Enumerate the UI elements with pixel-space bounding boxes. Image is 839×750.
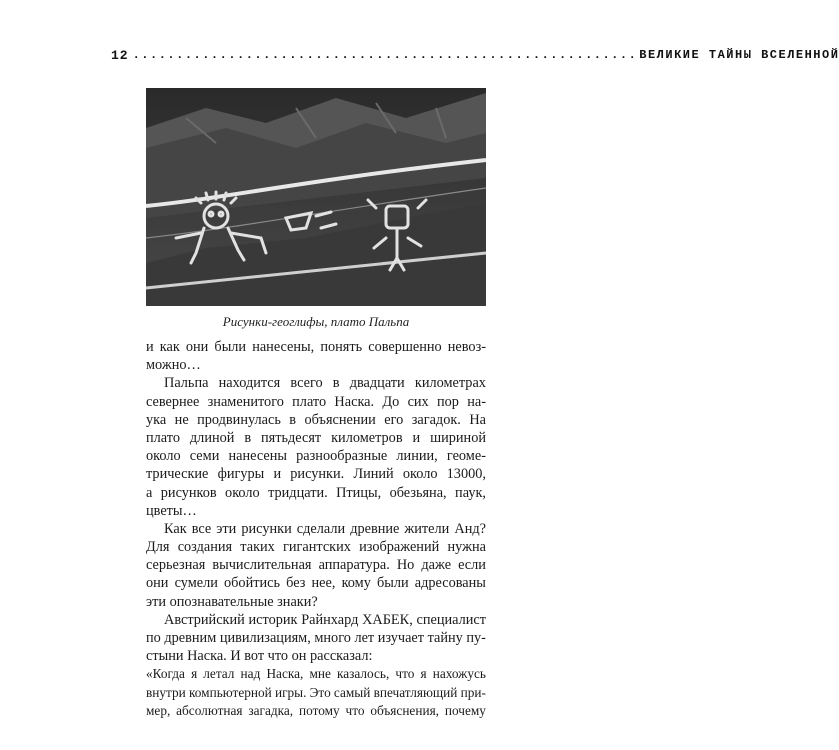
- text-line: [146, 429, 486, 447]
- word: длиной: [189, 429, 235, 446]
- word: 13000,: [446, 466, 486, 483]
- word: геоме-: [446, 448, 486, 465]
- text-line: стыни Наска. И вот что он рассказал:: [146, 648, 373, 665]
- word: адресованы: [414, 575, 486, 592]
- word: изображений: [359, 539, 440, 556]
- word: невоз-: [447, 339, 486, 355]
- word: находится: [218, 375, 281, 392]
- word: севернее: [146, 393, 200, 410]
- word: рисунков: [160, 484, 217, 501]
- word: Райнхард: [301, 611, 359, 628]
- word: без: [286, 575, 306, 592]
- word: нанесены: [228, 448, 287, 465]
- quote-line: [146, 684, 486, 702]
- word: рисунки: [241, 520, 292, 537]
- word: древние: [350, 520, 400, 537]
- word: обезьяна,: [389, 484, 447, 501]
- word: объяснении: [304, 411, 376, 428]
- word: семи: [189, 448, 220, 465]
- word: по: [146, 630, 161, 646]
- word: знаменитого: [207, 393, 284, 410]
- word: как: [159, 339, 180, 355]
- text-line: [146, 447, 486, 465]
- word: ука: [146, 411, 167, 428]
- word: мне: [309, 666, 331, 682]
- word: и: [412, 429, 421, 446]
- header-leader-dots: ..........................................................: [132, 48, 638, 62]
- word: при-: [460, 684, 486, 700]
- word: двадцати: [349, 375, 405, 392]
- running-title: ВЕЛИКИЕ ТАЙНЫ ВСЕЛЕННОЙ: [639, 48, 839, 62]
- word: Наска,: [266, 666, 304, 682]
- word: плато: [292, 393, 327, 410]
- word: Для: [146, 539, 170, 556]
- word: Как: [164, 520, 187, 537]
- word: на-: [467, 393, 486, 410]
- word: если: [458, 557, 486, 574]
- text-line: [146, 393, 486, 411]
- quote-line: [146, 665, 486, 683]
- word: они: [146, 575, 169, 592]
- word: тридцати.: [268, 484, 328, 501]
- word: вычислительная: [212, 557, 312, 574]
- text-line: [146, 465, 486, 483]
- word: рисунки.: [290, 466, 345, 483]
- word: Линий: [353, 466, 394, 483]
- running-header: [111, 46, 839, 64]
- word: около: [225, 484, 260, 501]
- word: лет: [354, 630, 375, 646]
- word: в: [332, 375, 340, 392]
- word: были: [376, 575, 409, 592]
- word: не: [174, 411, 189, 428]
- word: аппаратура.: [318, 557, 390, 574]
- page-number: 12: [111, 47, 129, 63]
- word: загадок.: [411, 411, 461, 428]
- word: что: [345, 702, 365, 718]
- word: паук,: [455, 484, 486, 501]
- word: продвинулась: [197, 411, 281, 428]
- word: изучает: [377, 630, 425, 646]
- text-line: [146, 411, 486, 429]
- word: серьезная: [146, 557, 206, 574]
- word: в: [244, 429, 252, 446]
- word: а: [146, 484, 153, 501]
- word: самый: [333, 684, 371, 700]
- word: обойтись: [224, 575, 280, 592]
- word: жители: [404, 520, 450, 537]
- word: были: [214, 339, 247, 355]
- word: и: [273, 466, 282, 483]
- word: сумели: [174, 575, 218, 592]
- text-line-content: [164, 611, 486, 629]
- word: игры.: [274, 684, 307, 700]
- word: километрах: [414, 375, 486, 392]
- word: мер,: [146, 702, 171, 718]
- word: «Когда: [146, 666, 185, 682]
- word: Пальпа: [164, 375, 209, 392]
- word: в: [289, 411, 297, 428]
- word: я: [420, 666, 427, 682]
- text-line: можно…: [146, 357, 201, 374]
- word: фигуры: [217, 466, 265, 483]
- word: историк: [248, 611, 298, 628]
- word: Наска.: [334, 393, 375, 410]
- text-line: [146, 538, 486, 556]
- text-line: [146, 484, 486, 502]
- text-line: эти опознавательные знаки?: [146, 593, 318, 610]
- word: я: [191, 666, 198, 682]
- word: совершенно: [368, 339, 442, 355]
- word: потому: [298, 702, 340, 718]
- text-line: [146, 520, 486, 538]
- word: они: [185, 339, 209, 355]
- text-line: [146, 574, 486, 592]
- word: летал: [203, 666, 235, 682]
- word: гигантских: [283, 539, 351, 556]
- word: около: [402, 466, 438, 483]
- word: специалист: [416, 611, 486, 628]
- word: километров: [331, 429, 403, 446]
- word: создания: [177, 539, 233, 556]
- word: сих: [407, 393, 429, 410]
- word: Птицы,: [336, 484, 382, 501]
- word: нахожусь: [432, 666, 486, 682]
- word: понять: [320, 339, 363, 355]
- word: загадка,: [248, 702, 294, 718]
- word: пятьдесят: [261, 429, 322, 446]
- word: Но: [396, 557, 415, 574]
- word: разнообразные: [296, 448, 388, 465]
- text-line: [146, 338, 486, 356]
- word: объяснения,: [370, 702, 440, 718]
- word: Это: [309, 684, 331, 700]
- word: пор: [437, 393, 459, 410]
- word: древним: [164, 630, 217, 646]
- text-line: [146, 556, 486, 574]
- word: цивилизациям,: [219, 630, 311, 646]
- body-text: [146, 338, 486, 720]
- word: и: [146, 339, 154, 355]
- word: нанесены,: [252, 339, 315, 355]
- word: Австрийский: [164, 611, 245, 628]
- word: казалось,: [336, 666, 390, 682]
- word: На: [469, 411, 486, 428]
- word: нее,: [311, 575, 336, 592]
- word: много: [314, 630, 351, 646]
- word: Анд?: [454, 520, 486, 537]
- text-line: [146, 374, 486, 392]
- word: его: [384, 411, 404, 428]
- word: пу-: [466, 630, 486, 646]
- word: абсолютная: [176, 702, 243, 718]
- quote-line: [146, 702, 486, 720]
- word: таких: [240, 539, 275, 556]
- word: всего: [290, 375, 323, 392]
- word: впечатляющий: [373, 684, 458, 700]
- word: трические: [146, 466, 209, 483]
- word: ХАБЕК,: [362, 611, 413, 628]
- word: что: [395, 666, 415, 682]
- word: компьютерной: [188, 684, 272, 700]
- word: даже: [421, 557, 452, 574]
- word: все: [191, 520, 212, 537]
- word: сделали: [296, 520, 346, 537]
- word: почему: [444, 702, 486, 718]
- word: До: [382, 393, 400, 410]
- word: тайну: [427, 630, 463, 646]
- word: плато: [146, 429, 180, 446]
- text-line: [146, 629, 486, 647]
- figure-caption: Рисунки-геоглифы, плато Пальпа: [222, 314, 410, 329]
- word: около: [146, 448, 181, 465]
- geoglyph-photo: [146, 88, 486, 306]
- text-line: цветы…: [146, 502, 197, 519]
- word: над: [240, 666, 261, 682]
- word: эти: [216, 520, 237, 537]
- word: линии,: [396, 448, 438, 465]
- word: внутри: [146, 684, 186, 700]
- word: кому: [341, 575, 371, 592]
- word: шириной: [430, 429, 486, 446]
- text-line: [146, 611, 486, 629]
- word: нужна: [447, 539, 486, 556]
